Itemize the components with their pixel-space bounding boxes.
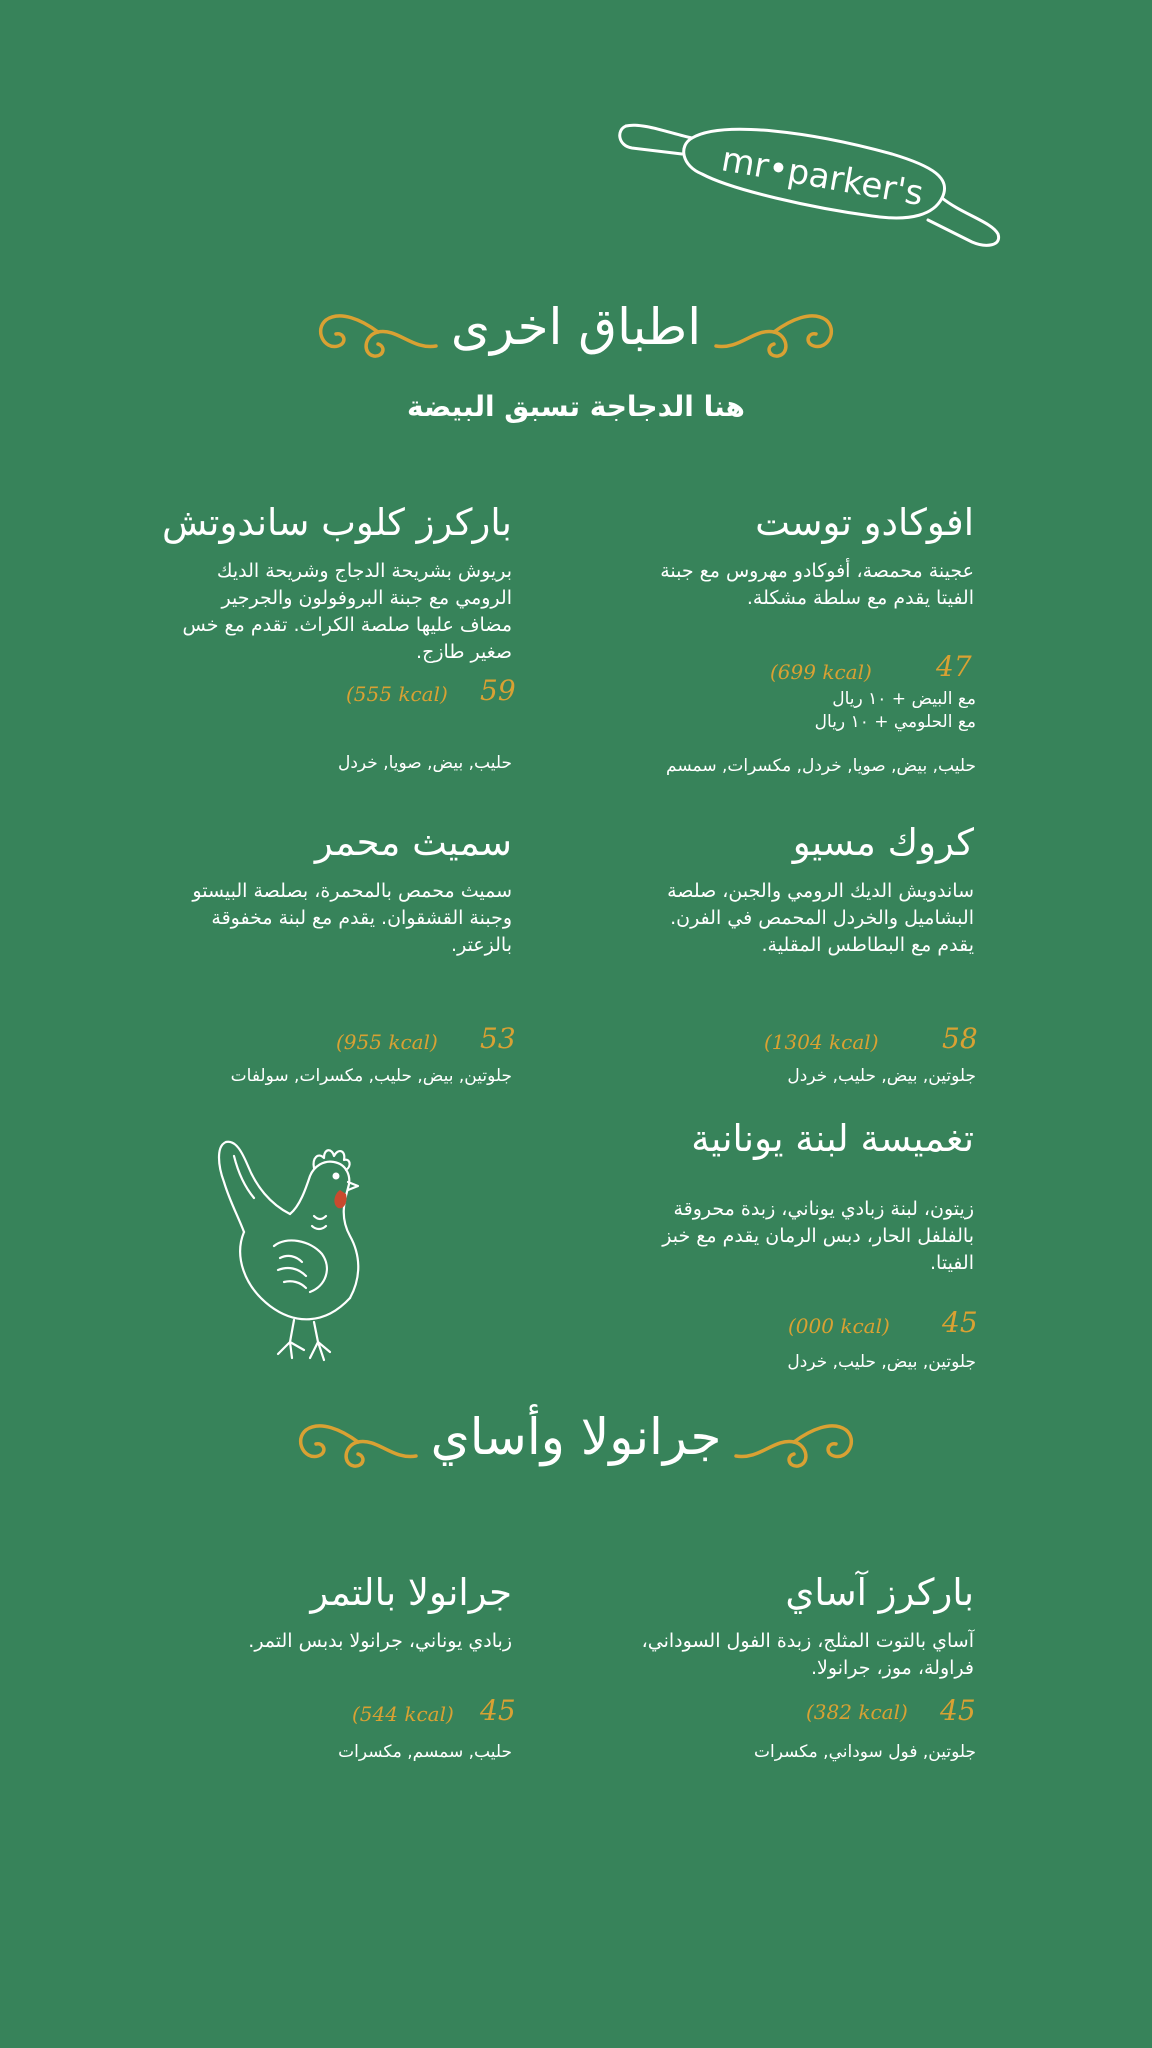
- item-price-semit: 53: [480, 1022, 516, 1055]
- item-allergens-avocado: حليب, بيض, صويا, خردل, مكسرات, سمسم: [666, 756, 976, 776]
- right-swirl-icon: [712, 306, 836, 362]
- item-allergens-croque: جلوتين, بيض, حليب, خردل: [787, 1066, 976, 1086]
- item-allergens-granola: حليب, سمسم, مكسرات: [338, 1742, 512, 1762]
- item-price-club: 59: [480, 674, 516, 707]
- item-kcal-croque: (1304 kcal): [764, 1030, 879, 1054]
- item-desc-granola: زبادي يوناني، جرانولا بدبس التمر.: [248, 1630, 512, 1652]
- item-allergens-labneh: جلوتين, بيض, حليب, خردل: [787, 1352, 976, 1372]
- item-desc-acai: آساي بالتوت المثلج، زبدة الفول السوداني، فراولة، موز، جرانولا.: [641, 1630, 974, 1679]
- left-swirl-icon: [296, 1416, 420, 1472]
- left-swirl-icon: [316, 306, 440, 362]
- item-price-croque: 58: [942, 1022, 978, 1055]
- item-desc-semit: سميث محمص بالمحمرة، بصلصة البيستو وجبنة القشقوان. يقدم مع لبنة مخفوقة بالزعتر.: [192, 880, 512, 956]
- item-price-avocado: 47: [936, 650, 972, 683]
- item-name-croque: كروك مسيو: [792, 821, 974, 864]
- item-desc-croque: ساندويش الديك الرومي والجبن، صلصة البشاميل والخردل المحمص في الفرن. يقدم مع البطاطس المقلية.: [667, 880, 974, 956]
- logo-text: mr•parker's: [718, 139, 927, 215]
- item-price-acai: 45: [940, 1694, 976, 1727]
- item-allergens-semit: جلوتين, بيض, حليب, مكسرات, سولفات: [230, 1066, 512, 1086]
- item-name-avocado: افوكادو توست: [755, 501, 974, 544]
- item-name-labneh: تغميسة لبنة يونانية: [691, 1117, 974, 1160]
- right-swirl-icon: [732, 1416, 856, 1472]
- item-kcal-club: (555 kcal): [346, 682, 448, 706]
- item-desc-club: بريوش بشريحة الدجاج وشريحة الديك الرومي مع جبنة البروفولون والجرجير مضاف عليها صلصة الكراث. تقدم مع خس صغير طازج.: [182, 560, 512, 663]
- brand-logo: [612, 118, 1004, 254]
- item-name-club: باركرز كلوب ساندوتش: [161, 501, 512, 544]
- item-desc-avocado: عجينة محمصة، أفوكادو مهروس مع جبنة الفيتا يقدم مع سلطة مشكلة.: [660, 560, 974, 609]
- item-addon-egg: مع البيض + ١٠ ريال: [832, 689, 976, 709]
- rolling-pin-icon: [612, 118, 1004, 254]
- item-allergens-club: حليب, بيض, صويا, خردل: [337, 753, 512, 773]
- item-kcal-granola: (544 kcal): [352, 1702, 454, 1726]
- section-heading-other: [316, 300, 836, 370]
- item-addon-halloumi: مع الحلومي + ١٠ ريال: [814, 712, 976, 732]
- item-name-granola: جرانولا بالتمر: [310, 1571, 512, 1614]
- chicken-icon: [214, 1136, 414, 1368]
- item-name-semit: سميث محمر: [314, 821, 512, 864]
- section-subtitle: هنا الدجاجة تسبق البيضة: [407, 390, 745, 423]
- chicken-illustration: [214, 1136, 414, 1368]
- section-title: اطباق اخرى: [450, 298, 702, 356]
- item-name-acai: باركرز آساي: [785, 1571, 974, 1614]
- item-allergens-acai: جلوتين, فول سوداني, مكسرات: [754, 1742, 976, 1762]
- item-price-labneh: 45: [942, 1306, 978, 1339]
- item-desc-labneh: زيتون، لبنة زبادي يوناني، زبدة محروقة بالفلفل الحار، دبس الرمان يقدم مع خبز الفيتا.: [662, 1198, 974, 1274]
- section-title: جرانولا وأساي: [430, 1408, 722, 1466]
- item-kcal-labneh: (000 kcal): [788, 1314, 890, 1338]
- item-price-granola: 45: [480, 1694, 516, 1727]
- section-heading-granola: [296, 1408, 856, 1482]
- item-kcal-semit: (955 kcal): [336, 1030, 438, 1054]
- item-kcal-acai: (382 kcal): [806, 1700, 908, 1724]
- item-kcal-avocado: (699 kcal): [770, 660, 872, 684]
